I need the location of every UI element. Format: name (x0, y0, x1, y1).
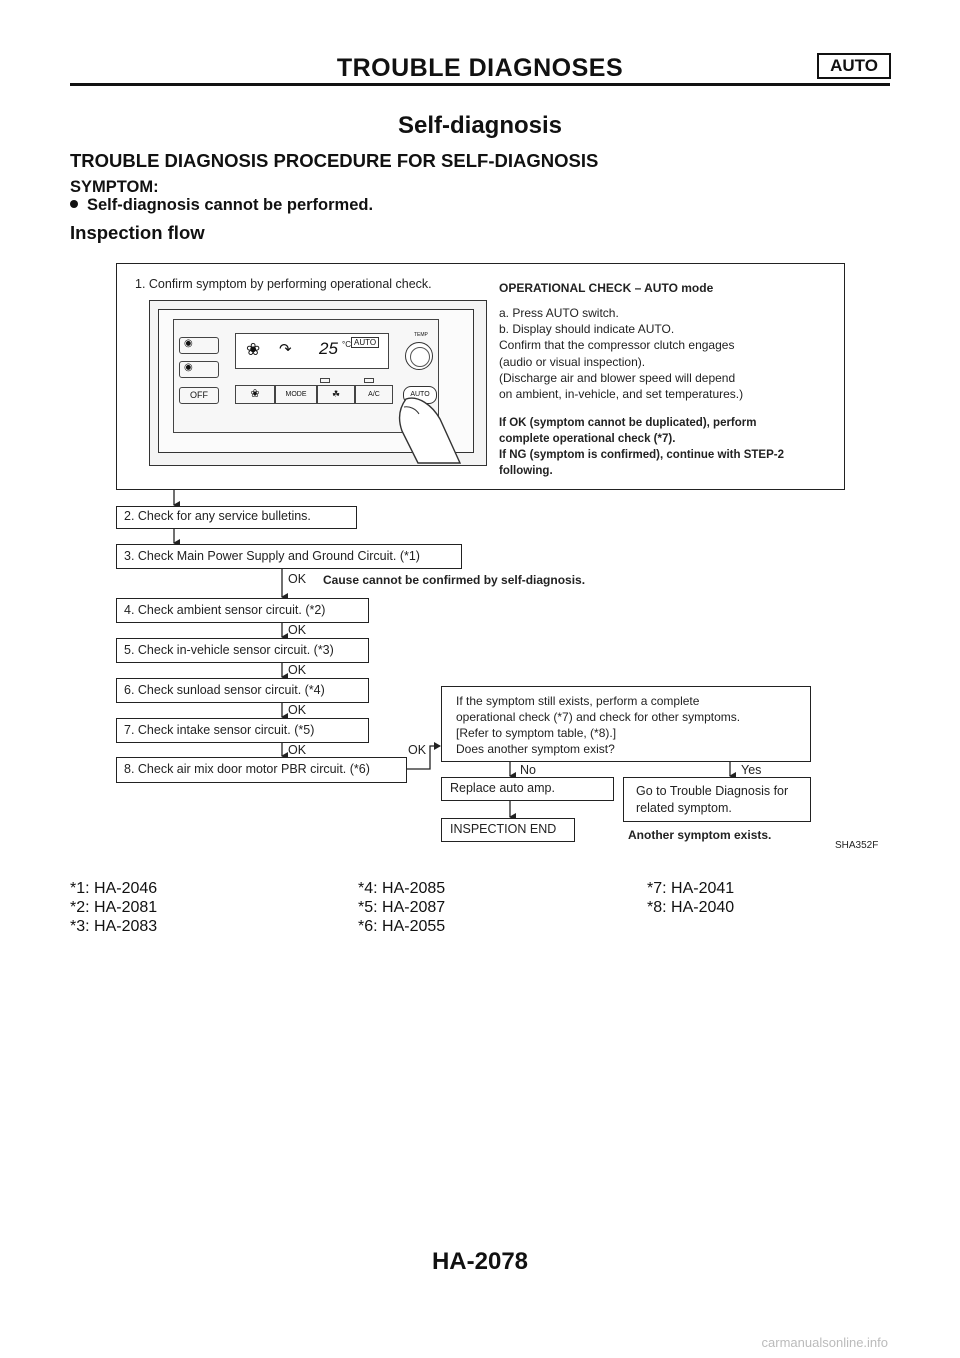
question-line: [Refer to symptom table, (*8).] (456, 726, 617, 740)
display-unit: °C (342, 340, 351, 349)
auto-badge: AUTO (817, 53, 891, 79)
recirc-icon: ◉ (184, 362, 193, 373)
ac-button[interactable]: A/C (355, 385, 393, 404)
op-line: Confirm that the compressor clutch engages (499, 338, 735, 353)
op-line: a. Press AUTO switch. (499, 306, 619, 320)
watermark: carmanualsonline.info (761, 1335, 888, 1350)
control-panel-illustration (149, 300, 487, 466)
replace-text: Replace auto amp. (450, 781, 555, 795)
symptom-text: Self-diagnosis cannot be performed. (87, 196, 374, 214)
ok-label-4: OK (288, 623, 307, 637)
mode-button[interactable]: MODE (275, 385, 317, 404)
another-symptom-note: Another symptom exists. (628, 828, 772, 842)
op-check-title: OPERATIONAL CHECK – AUTO mode (499, 281, 714, 295)
reference-item: *6: HA-2055 (358, 918, 446, 935)
temp-dial-inner (410, 347, 430, 367)
op-line: on ambient, in-vehicle, and set temperatures.) (499, 387, 744, 402)
step-6-text: 6. Check sunload sensor circuit. (*4) (124, 683, 325, 697)
step-8-text: 8. Check air mix door motor PBR circuit. (*6) (124, 762, 370, 776)
step-4-text: 4. Check ambient sensor circuit. (*2) (124, 603, 326, 617)
rear-defog-icon: ☘ (331, 389, 341, 399)
step-7-box (116, 718, 369, 743)
reference-item: *5: HA-2087 (358, 899, 446, 916)
defrost-button[interactable] (179, 337, 219, 354)
reference-column-2 (358, 879, 445, 936)
defrost-icon: ◉ (184, 338, 193, 349)
op-line: (audio or visual inspection). (499, 354, 646, 369)
step-3-text: 3. Check Main Power Supply and Ground Circuit. (*1) (124, 549, 420, 563)
replace-box (441, 777, 614, 801)
airflow-icon: ↷ (279, 341, 292, 358)
ok-label-3: OK (288, 572, 307, 586)
temp-label: TEMP (414, 332, 428, 338)
step-2-box (116, 506, 357, 529)
pressing-finger-icon (388, 397, 468, 467)
op-bold-line: following. (499, 465, 553, 477)
reference-item: *8: HA-2040 (647, 899, 735, 916)
step-5-box (116, 638, 369, 663)
recirc-button[interactable] (179, 361, 219, 378)
ok-label-6: OK (288, 703, 307, 717)
page-header-title: TROUBLE DIAGNOSES (336, 54, 624, 82)
section-title: Self-diagnosis (397, 112, 563, 139)
end-text: INSPECTION END (450, 822, 557, 836)
ok-label-7: OK (288, 743, 307, 757)
auto-button[interactable]: AUTO (403, 386, 437, 404)
rear-defog-button[interactable] (317, 385, 355, 404)
reference-item: *1: HA-2046 (70, 880, 158, 897)
question-text (456, 693, 740, 757)
question-line: operational check (*7) and check for other symptoms. (456, 710, 741, 724)
inspection-flow-heading: Inspection flow (70, 222, 205, 243)
no-label: No (520, 763, 536, 777)
question-line: If the symptom still exists, perform a complete (456, 694, 700, 708)
fan-icon: ❀ (246, 340, 261, 359)
step-1-text: 1. Confirm symptom by performing operational check. (135, 277, 432, 291)
page-number: HA-2078 (431, 1248, 529, 1275)
procedure-subheading: TROUBLE DIAGNOSIS PROCEDURE FOR SELF-DIAGNOSIS (70, 150, 599, 171)
display-auto: AUTO (351, 337, 379, 348)
step-3-box (116, 544, 462, 569)
op-line: (Discharge air and blower speed will depend (499, 370, 736, 385)
step-7-text: 7. Check intake sensor circuit. (*5) (124, 723, 315, 737)
ok-label-5: OK (288, 663, 307, 677)
end-box (441, 818, 575, 842)
op-bold-line: If OK (symptom cannot be duplicated), perform (499, 417, 757, 429)
fan-small-icon: ❀ (250, 388, 260, 400)
goto-text (636, 783, 788, 816)
op-bold-line: If NG (symptom is confirmed), continue with STEP-2 (499, 449, 784, 461)
question-line: Does another symptom exist? (456, 742, 615, 756)
panel-display (235, 333, 389, 369)
op-check-result (499, 415, 784, 479)
yes-label: Yes (741, 763, 762, 777)
indicator-led (364, 378, 374, 383)
op-line: b. Display should indicate AUTO. (499, 322, 675, 337)
reference-column-3 (647, 879, 734, 917)
cause-note: Cause cannot be confirmed by self-diagnosis. (323, 573, 586, 587)
step-1-box (116, 263, 845, 490)
indicator-led (320, 378, 330, 383)
reference-item: *7: HA-2041 (647, 880, 735, 897)
goto-line: related symptom. (636, 800, 732, 815)
question-box (441, 686, 811, 762)
off-button[interactable]: OFF (179, 387, 219, 404)
step-2-text: 2. Check for any service bulletins. (124, 509, 311, 523)
op-bold-line: complete operational check (*7). (499, 433, 676, 445)
reference-item: *2: HA-2081 (70, 899, 158, 916)
op-check-steps (499, 305, 743, 402)
step-4-box (116, 598, 369, 623)
goto-line: Go to Trouble Diagnosis for (636, 784, 789, 798)
display-temp: 25 (319, 339, 338, 358)
goto-box (623, 777, 811, 822)
symptom-label: SYMPTOM: (70, 178, 159, 196)
step-8-box (116, 757, 407, 783)
reference-item: *3: HA-2083 (70, 918, 158, 935)
ok-label-8: OK (408, 743, 427, 757)
reference-item: *4: HA-2085 (358, 880, 446, 897)
step-6-box (116, 678, 369, 703)
figure-id: SHA352F (835, 840, 879, 851)
step-5-text: 5. Check in-vehicle sensor circuit. (*3) (124, 643, 334, 657)
temp-dial[interactable] (405, 342, 433, 370)
fan-button[interactable] (235, 385, 275, 404)
reference-column-1 (70, 879, 157, 936)
